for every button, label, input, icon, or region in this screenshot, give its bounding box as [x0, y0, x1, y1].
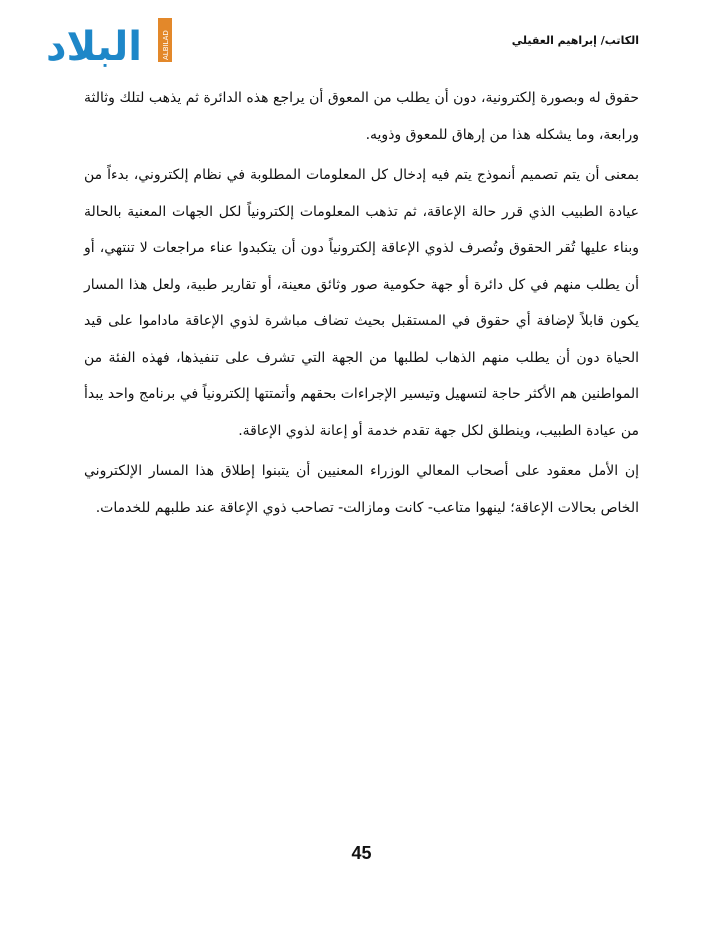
paragraph: بمعنى أن يتم تصميم أنموذج يتم فيه إدخال كل المعلومات المطلوبة في نظام إلكتروني، بدءاً من عيادة الطبيب الذي قرر حالة الإعاقة، ثم تذهب المعلومات إلكترونياً لكل الجهات المعنية بالحالة وبناء عليها تُقر الحقوق وتُصرف لذوي الإعاقة إلكترونياً دون أن يتكبدوا عناء مراجعات لا تنتهي، أو أن يطلب منهم في كل دائرة أو جهة حكومية صور وثائق معينة، أو تقارير طبية، ولعل هذا المسار يكون قابلاً لإضافة أي حقوق في المستقبل بحيث تضاف مباشرة لذوي الإعاقة ماداموا على قيد الحياة دون أن يطلب منهم الذهاب لطلبها من الجهة التي تشرف على تنفيذها، فهذه الفئة من المواطنين هم الأكثر حاجة لتسهيل وتيسير الإجراءات بحقهم وأتمتتها إلكترونياً في برنامج واحد يبدأ من عيادة الطبيب، وينطلق لكل جهة تقدم خدمة أو إعانة لذوي الإعاقة. — [84, 167, 639, 439]
logo-wordmark: البلاد — [46, 24, 142, 70]
page-number: 45 — [351, 843, 372, 863]
paragraph: حقوق له وبصورة إلكترونية، دون أن يطلب من المعوق أن يراجع هذه الدائرة ثم يذهب لتلك وثالثة ورابعة، وما يشكله هذا من إرهاق للمعوق وذويه. — [84, 90, 639, 143]
logo-graphic — [46, 14, 181, 72]
logo-side-text: ALBILAD — [162, 30, 170, 60]
author-line: الكاتب/ إبراهيم العقيلي — [511, 34, 639, 47]
page-header — [46, 14, 639, 74]
paragraph: إن الأمل معقود على أصحاب المعالي الوزراء المعنيين أن يتبنوا إطلاق هذا المسار الإلكتروني الخاص بحالات الإعاقة؛ لينهوا متاعب- كانت ومازالت- تصاحب ذوي الإعاقة عند طلبهم للخدمات. — [84, 463, 639, 516]
albilad-logo — [46, 14, 181, 72]
article-body — [84, 80, 639, 530]
